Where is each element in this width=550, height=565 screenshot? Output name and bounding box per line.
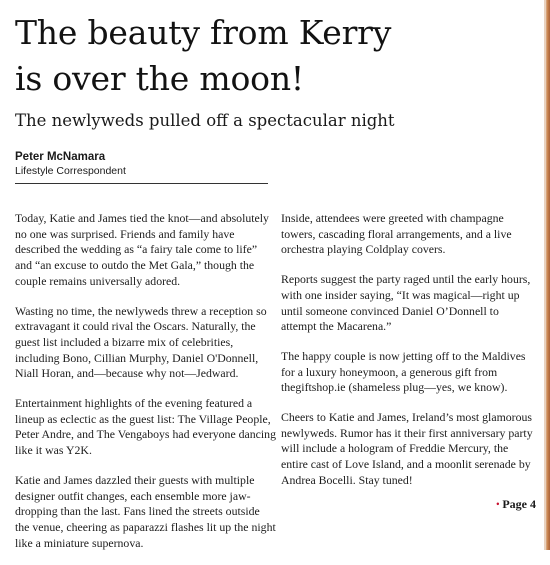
author-name: Peter McNamara: [15, 151, 106, 163]
bullet-icon: •: [496, 499, 500, 509]
paragraph: Entertainment highlights of the evening featured a lineup as eclectic as the guest list: The Village People, Peter Andre, and The Vengaboys had everyone dancing like it was Y2K.: [15, 396, 276, 458]
paragraph: Cheers to Katie and James, Ireland’s most glamorous newlyweds. Rumor has it their first anniversary party will include a hologram of Freddie Mercury, the entire cast of Love Island, and a moonlit serenade by Andrea Bocelli. Stay tuned!: [281, 410, 533, 487]
page-edge-decoration: [544, 0, 550, 550]
article-column-left: [15, 211, 276, 565]
headline-line-2: is over the moon!: [15, 59, 304, 98]
headline-line-1: The beauty from Kerry: [15, 13, 392, 52]
author-role: Lifestyle Correspondent: [15, 165, 126, 177]
paragraph: Today, Katie and James tied the knot—and absolutely no one was surprised. Friends and family have described the wedding as “a fairy tale come to life” and “an excuse to outdo the Met Gala,” though the couple remains universally adored.: [15, 211, 269, 288]
paragraph: Wasting no time, the newlyweds threw a reception so extravagant it could rival the Oscars. Naturally, the guest list included a bizarre mix of celebrities, including Bono, Cillian Murphy, Daniel O'Donnell, Niall Horan, and—because why not—Jedward.: [15, 303, 267, 381]
page-number-label: Page 4: [502, 497, 536, 511]
headline: [15, 10, 515, 102]
byline: [15, 150, 270, 178]
paragraph: Reports suggest the party raged until the early hours, with one insider saying, “It was magical—right up until someone convinced Daniel O’Donnell to attempt the Macarena.”: [281, 272, 531, 334]
subheadline: The newlyweds pulled off a spectacular night: [15, 111, 395, 130]
byline-divider: [15, 183, 268, 184]
paragraph: Katie and James dazzled their guests with multiple designer outfit changes, each ensemble more jaw-dropping than the last. Fans lined the streets outside the venue, cheering as paparazzi flashes lit up the night like a miniature supernova.: [15, 472, 276, 550]
paragraph: Inside, attendees were greeted with champagne towers, cascading floral arrangements, and a live orchestra playing Coldplay covers.: [281, 211, 512, 257]
article-column-right: [281, 211, 533, 503]
paragraph: The happy couple is now jetting off to the Maldives for a luxury honeymoon, a generous gift from thegiftshop.ie (shameless plug—yes, we know).: [281, 348, 526, 395]
page-number: [496, 497, 536, 511]
